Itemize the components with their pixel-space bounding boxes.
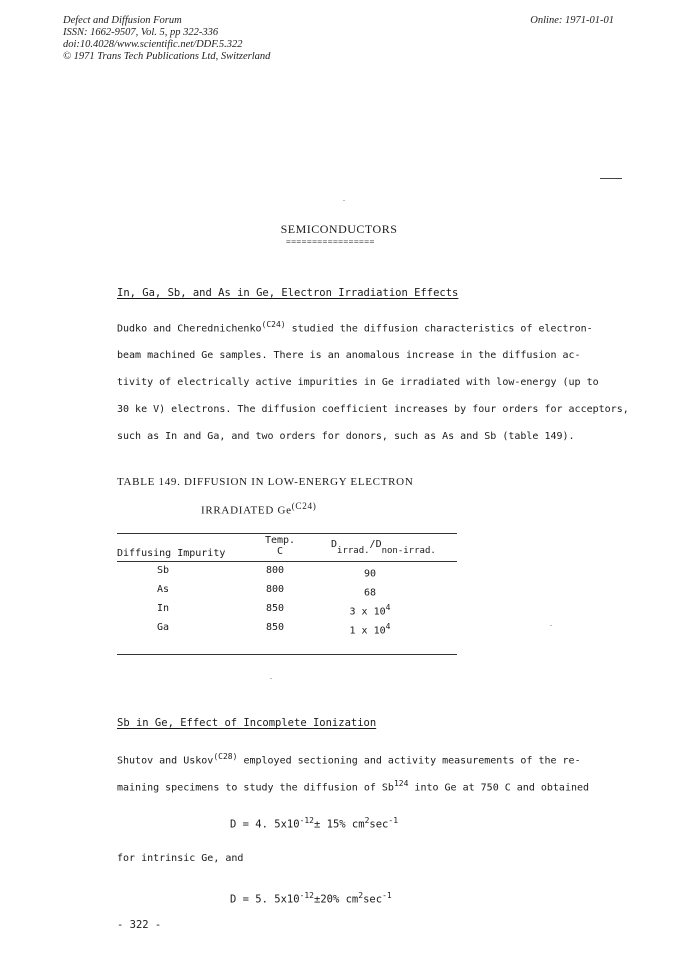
text-run: Temp. [264, 535, 296, 546]
author-names: Shutov and Uskov [117, 755, 214, 767]
section-heading-ionization: Sb in Ge, Effect of Incomplete Ionization [117, 717, 377, 729]
text-run: IRRADIATED Ge [201, 504, 292, 517]
scan-mark-dot [550, 625, 552, 626]
table-cell-temp: 850 [265, 622, 285, 633]
exponent: 2 [358, 891, 364, 900]
page-number: - 322 - [117, 919, 162, 931]
citation-ref: (C28) [213, 752, 238, 761]
text-run: D [331, 539, 338, 550]
online-date: Online: 1971-01-01 [530, 15, 614, 26]
table-title: TABLE 149. DIFFUSION IN LOW-ENERGY ELECTRON [117, 476, 414, 488]
table-cell-impurity: As [157, 584, 170, 595]
table-cell-ratio [330, 565, 410, 579]
paragraph-line: tivity of electrically active impurities in Ge irradiated with low-energy (up to [117, 377, 599, 388]
page-title: SEMICONDUCTORS [280, 222, 398, 236]
journal-name: Defect and Diffusion Forum [63, 15, 182, 26]
exponent: 4 [385, 603, 391, 612]
text-run: studied the diffusion characteristics of electron- [285, 323, 593, 335]
text-run: /D [369, 539, 382, 550]
text-run: 1 x 10 [349, 625, 386, 637]
table-top-rule [117, 533, 457, 534]
table-title-line2 [201, 501, 317, 517]
text-run: maining specimens to study the diffusion of Sb [117, 782, 394, 794]
text-run: D = 4. 5x10 [230, 818, 300, 831]
exponent: 4 [385, 622, 391, 631]
text-run: C [276, 546, 284, 557]
exponent: -1 [388, 816, 399, 825]
column-header-impurity: Diffusing Impurity [117, 548, 226, 559]
paragraph-line: for intrinsic Ge, and [117, 853, 244, 864]
text-run: 90 [363, 568, 377, 580]
text-run: D = 5. 5x10 [230, 893, 300, 906]
paragraph-line [117, 779, 589, 793]
text-run: 3 x 10 [349, 606, 386, 618]
section-heading-irradiation: In, Ga, Sb, and As in Ge, Electron Irradiation Effects [117, 287, 459, 299]
column-header-temp [240, 535, 320, 557]
text-run: irrad. [337, 546, 370, 556]
table-cell-temp: 800 [265, 584, 285, 595]
table-cell-temp: 800 [265, 565, 285, 576]
text-run: ±20% cm [314, 893, 359, 906]
table-cell-ratio [330, 622, 410, 636]
text-run: sec [363, 893, 383, 906]
scan-mark-dot [270, 678, 272, 679]
exponent: -12 [299, 816, 314, 825]
table-cell-impurity: Ga [157, 622, 170, 633]
author-names: Dudko and Cherednichenko [117, 323, 262, 335]
page-title-underline: ================= [286, 237, 375, 246]
exponent: -12 [299, 891, 314, 900]
equation-extrinsic [230, 891, 392, 906]
text-run: employed sectioning and activity measurements of the re- [237, 755, 581, 767]
exponent: -1 [382, 891, 392, 900]
copyright-line: © 1971 Trans Tech Publications Ltd, Switzerland [63, 51, 271, 62]
paragraph-line: 30 ke V) electrons. The diffusion coefficient increases by four orders for acceptors, [117, 404, 629, 415]
text-run: sec [369, 818, 389, 831]
table-cell-impurity: In [157, 603, 170, 614]
table-header-rule [117, 561, 457, 562]
doi-line: doi:10.4028/www.scientific.net/DDF.5.322 [63, 39, 243, 50]
citation-ref: (C24) [291, 501, 317, 511]
table-cell-ratio [330, 584, 410, 598]
scan-mark-dash [600, 178, 622, 179]
scan-mark-dot [343, 200, 345, 201]
citation-ref: (C24) [261, 320, 286, 329]
journal-header [63, 15, 270, 63]
paragraph-line: beam machined Ge samples. There is an anomalous increase in the diffusion ac- [117, 350, 581, 361]
text-run: non-irrad. [381, 546, 436, 556]
text-run: into Ge at 750 C and obtained [408, 782, 590, 794]
issn-line: ISSN: 1662-9507, Vol. 5, pp 322-336 [63, 27, 219, 38]
text-run: 68 [363, 587, 377, 599]
table-cell-ratio [330, 603, 410, 617]
column-header-ratio [331, 539, 436, 556]
table-cell-temp: 850 [265, 603, 285, 614]
paragraph-line: such as In and Ga, and two orders for donors, such as As and Sb (table 149). [117, 431, 575, 442]
isotope-number: 124 [393, 779, 409, 788]
exponent: 2 [364, 816, 370, 825]
paragraph-line [117, 752, 581, 766]
table-bottom-rule [117, 654, 457, 655]
text-run: ± 15% cm [314, 818, 365, 831]
equation-intrinsic [230, 816, 398, 831]
paragraph-line [117, 320, 593, 334]
table-cell-impurity: Sb [157, 565, 170, 576]
